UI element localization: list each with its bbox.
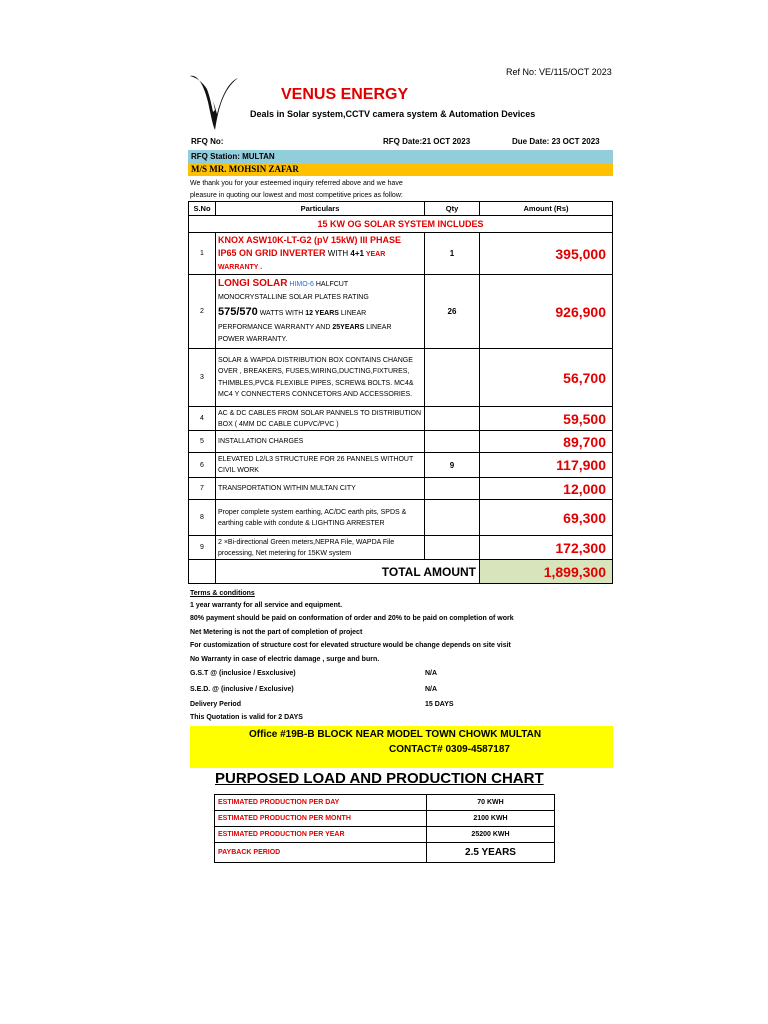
quotation-table (188, 201, 613, 584)
office-banner (190, 726, 613, 768)
table-row (215, 827, 555, 843)
sed-label: S.E.D. @ (inclusive / Exclusive) (190, 686, 294, 694)
production-chart-title: PURPOSED LOAD AND PRODUCTION CHART (215, 770, 544, 787)
production-table (214, 794, 555, 863)
row-amount: 12,000 (480, 478, 613, 500)
sed-row (190, 682, 610, 698)
row-text: HIMO-6 (289, 281, 314, 288)
table-row (189, 536, 613, 560)
terms-line: 1 year warranty for all service and equipment. (190, 602, 343, 609)
row-qty (425, 431, 480, 453)
terms-line: For customization of structure cost for elevated structure would be change depends on site visit (190, 642, 511, 650)
production-label: ESTIMATED PRODUCTION PER DAY (215, 795, 427, 811)
row-text: MONOCRYSTALLINE SOLAR PLATES RATING (218, 294, 369, 301)
row-particulars: Proper complete system earthing, AC/DC earth pits, SPDS & earthing cable with condute & LIGHTING ARRESTER (216, 500, 425, 536)
row-qty (425, 536, 480, 560)
row-sno: 6 (189, 453, 216, 478)
table-row (189, 349, 613, 407)
header-sno: S.No (189, 202, 216, 216)
table-row (189, 233, 613, 275)
company-name: VENUS ENERGY (281, 86, 409, 103)
row-qty: 1 (425, 233, 480, 275)
table-row (215, 811, 555, 827)
row-text: HALFCUT (313, 281, 349, 288)
row-text: PERFORMANCE WARRANTY AND (218, 324, 333, 331)
table-row (189, 478, 613, 500)
table-row (189, 407, 613, 431)
gst-label: G.S.T @ (inclusice / Esxclusive) (190, 670, 296, 678)
row-text: POWER WARRANTY. (218, 336, 288, 343)
table-header-row (189, 202, 613, 216)
row-text: 25YEARS (332, 324, 365, 331)
table-row (215, 795, 555, 811)
total-empty-cell (189, 560, 216, 584)
row-particulars: TRANSPORTATION WITHIN MULTAN CITY (216, 478, 425, 500)
table-row (189, 453, 613, 478)
table-row (189, 275, 613, 349)
row-particulars: INSTALLATION CHARGES (216, 431, 425, 453)
row-qty: 26 (425, 275, 480, 349)
row-text: WATTS WITH (257, 310, 306, 317)
row-qty (425, 349, 480, 407)
terms-section (190, 588, 610, 725)
row-particulars: 2 ×Bi-directional Green meters,NEPRA File, WAPDA File processing, Net metering for 15KW system (216, 536, 425, 560)
row-amount: 89,700 (480, 431, 613, 453)
row-sno: 1 (189, 233, 216, 275)
terms-line: Net Metering is not the part of completion of project (190, 628, 363, 636)
delivery-label: Delivery Period (190, 701, 241, 709)
intro-line: pleasure in quoting our lowest and most competitive prices as follow: (190, 192, 403, 199)
office-contact: CONTACT# 0309-4587187 (389, 744, 510, 755)
row-particulars: ELEVATED L2/L3 STRUCTURE FOR 26 PANNELS WITHOUT CIVIL WORK (216, 453, 425, 478)
delivery-row (190, 698, 610, 711)
row-particulars (216, 275, 425, 349)
row-amount: 59,500 (480, 407, 613, 431)
terms-title: Terms & conditions (190, 590, 255, 597)
row-text: LINEAR (364, 324, 392, 331)
company-logo (188, 72, 240, 132)
row-text: YEAR (364, 250, 386, 258)
total-label: TOTAL AMOUNT (216, 560, 480, 584)
rfq-date: RFQ Date:21 OCT 2023 (383, 137, 471, 146)
header-amount: Amount (Rs) (480, 202, 613, 216)
company-tagline: Deals in Solar system,CCTV camera system & Automation Devices (250, 109, 536, 119)
total-row (189, 560, 613, 584)
header-qty: Qty (425, 202, 480, 216)
sed-value: N/A (425, 686, 438, 694)
row-amount: 395,000 (480, 233, 613, 275)
gst-row (190, 666, 610, 682)
total-amount: 1,899,300 (480, 560, 613, 584)
row-amount: 117,900 (480, 453, 613, 478)
rfq-number: RFQ No: (191, 137, 224, 146)
row-sno: 5 (189, 431, 216, 453)
production-label: PAYBACK PERIOD (215, 843, 427, 863)
delivery-value: 15 DAYS (425, 701, 454, 709)
intro-line: We thank you for your esteemed inquiry referred above and we have (190, 180, 403, 187)
row-text: 575/570 (218, 306, 258, 318)
row-sno: 9 (189, 536, 216, 560)
office-address: Office #19B-B BLOCK NEAR MODEL TOWN CHOWK MULTAN (249, 729, 542, 740)
row-amount: 69,300 (480, 500, 613, 536)
production-value: 2100 KWH (427, 811, 555, 827)
header-particulars: Particulars (216, 202, 425, 216)
production-label: ESTIMATED PRODUCTION PER MONTH (215, 811, 427, 827)
table-row (189, 431, 613, 453)
row-sno: 3 (189, 349, 216, 407)
row-qty (425, 407, 480, 431)
reference-number: Ref No: VE/115/OCT 2023 (506, 67, 612, 77)
production-label: ESTIMATED PRODUCTION PER YEAR (215, 827, 427, 843)
terms-line: No Warranty in case of electric damage , surge and burn. (190, 655, 380, 663)
row-particulars (216, 233, 425, 275)
table-row (189, 500, 613, 536)
row-particulars: SOLAR & WAPDA DISTRIBUTION BOX CONTAINS CHANGE OVER , BREAKERS, FUSES,WIRING,DUCTING,FIXTURES, THIMBLES,PVC& FLEXIBLE PIPES, SCREW& BOLTS. MC4& MC4 Y CONNECTERS CONNCETORS AND ACCESSORIES. (216, 349, 425, 407)
table-row (215, 843, 555, 863)
row-qty: 9 (425, 453, 480, 478)
rfq-station-bar: RFQ Station: MULTAN (188, 150, 613, 163)
gst-value: N/A (425, 670, 438, 678)
row-text: IP65 ON GRID INVERTER (218, 247, 326, 258)
row-amount: 172,300 (480, 536, 613, 560)
row-qty (425, 500, 480, 536)
row-text: 12 YEARS (305, 310, 339, 317)
row-particulars: AC & DC CABLES FROM SOLAR PANNELS TO DISTRIBUTION BOX ( 4MM DC CABLE CUPVC/PVC ) (216, 407, 425, 431)
intro-text (190, 178, 460, 202)
row-sno: 8 (189, 500, 216, 536)
production-value: 25200 KWH (427, 827, 555, 843)
section-title-row (189, 216, 613, 233)
row-text: LONGI SOLAR (218, 278, 288, 289)
due-date: Due Date: 23 OCT 2023 (512, 137, 600, 146)
row-amount: 56,700 (480, 349, 613, 407)
validity-note: This Quotation is valid for 2 DAYS (190, 714, 303, 722)
row-sno: 2 (189, 275, 216, 349)
section-title: 15 KW OG SOLAR SYSTEM INCLUDES (189, 216, 613, 233)
row-amount: 926,900 (480, 275, 613, 349)
row-sno: 7 (189, 478, 216, 500)
row-qty (425, 478, 480, 500)
row-text: 4+1 (350, 248, 364, 258)
production-value: 2.5 YEARS (427, 843, 555, 863)
row-sno: 4 (189, 407, 216, 431)
row-text: WARRANTY . (218, 263, 263, 271)
production-value: 70 KWH (427, 795, 555, 811)
row-text: KNOX ASW10K-LT-G2 (pV 15kW) III PHASE (218, 234, 402, 245)
terms-line: 80% payment should be paid on conformation of order and 20% to be paid on completion of work (190, 615, 514, 623)
row-text: LINEAR (338, 310, 367, 317)
row-text: WITH (325, 248, 351, 258)
client-name-bar: M/S MR. MOHSIN ZAFAR (188, 163, 613, 176)
